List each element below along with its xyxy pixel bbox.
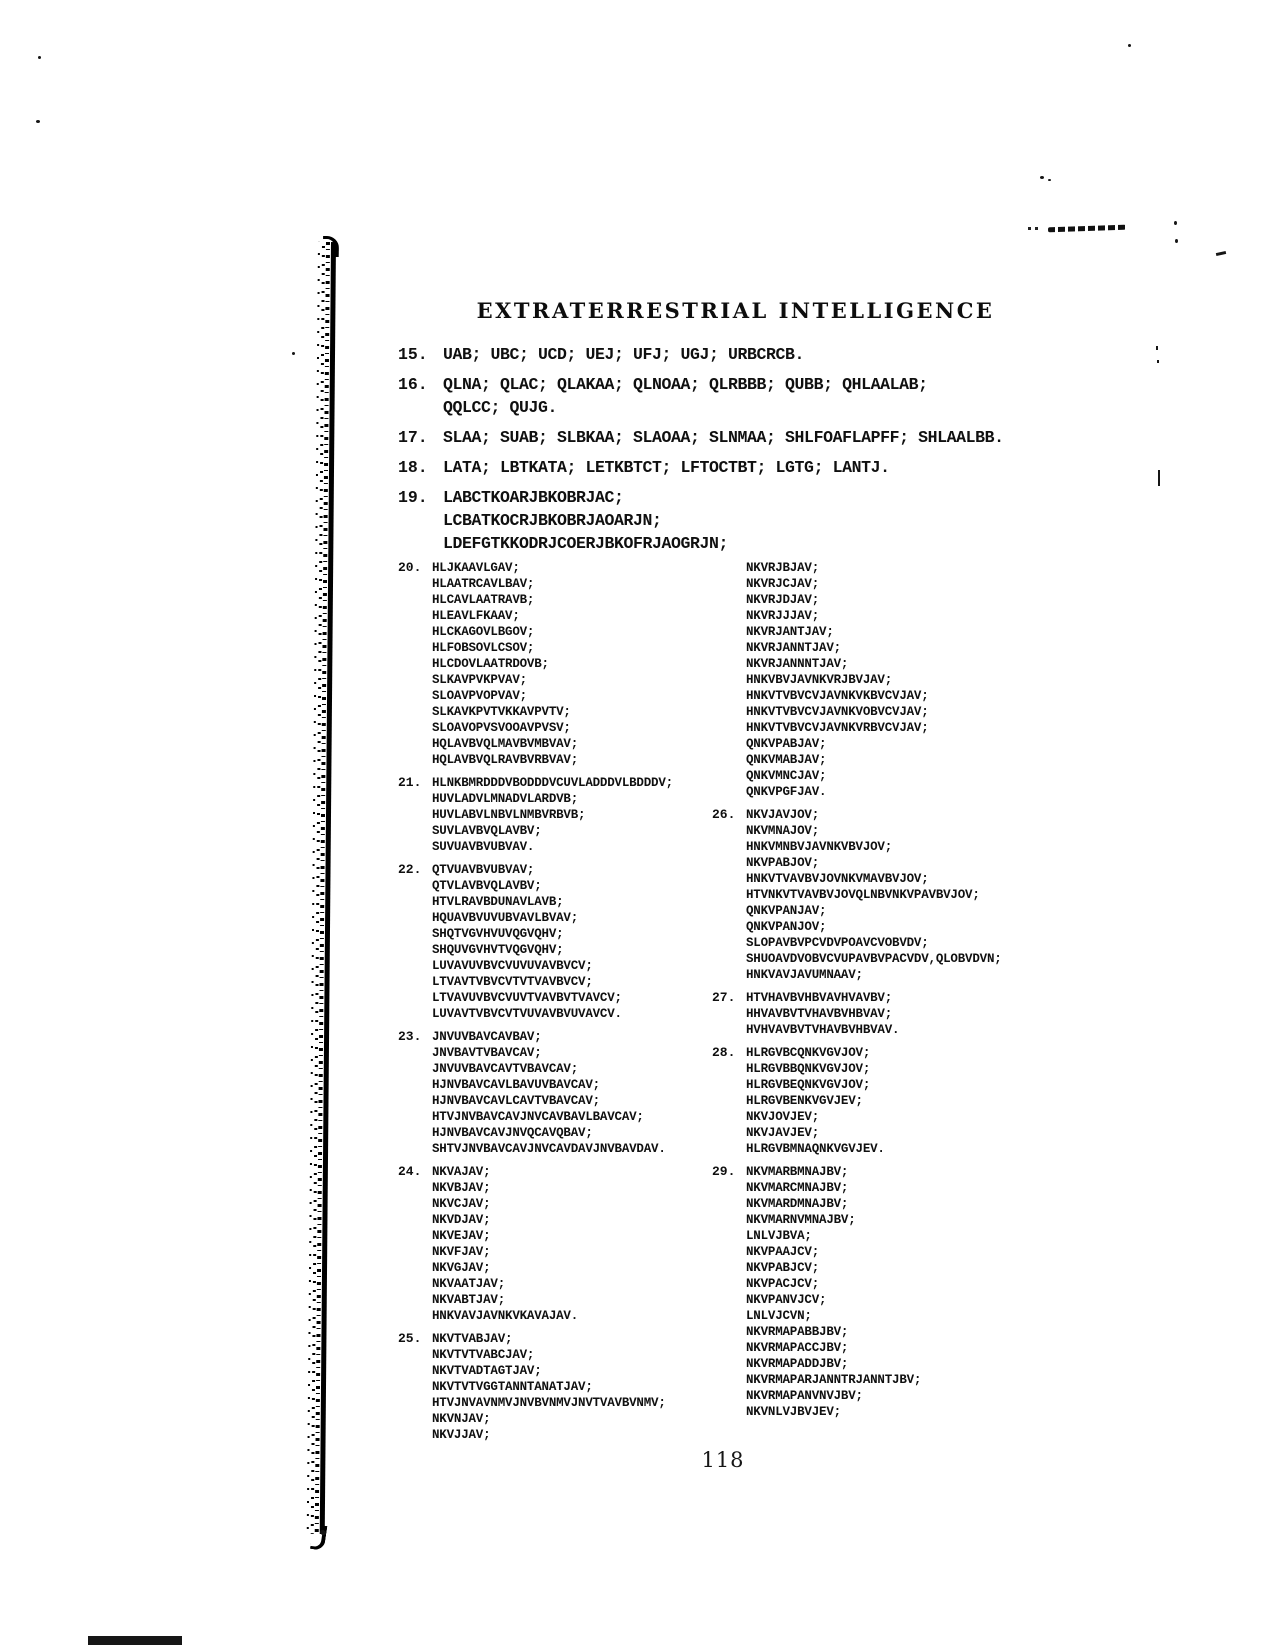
- code-line: NKVRMAPARJANNTRJANNTJBV;: [746, 1373, 922, 1387]
- code-line: HNKVTVAVBVJOVNKVMAVBVJOV;: [746, 872, 929, 886]
- item-group: [712, 990, 1152, 1038]
- code-line: QNKVPGFJAV.: [746, 785, 827, 799]
- item-group: [398, 1331, 708, 1443]
- code-line: SUVUAVBVUBVAV.: [432, 840, 535, 854]
- item-number: 20.: [398, 560, 422, 575]
- code-line: HJNVBAVCAVLBAVUVBAVCAV;: [432, 1078, 600, 1092]
- code-line: QNKVPANJAV;: [746, 904, 827, 918]
- code-line: NKVMARNVMNAJBV;: [746, 1213, 856, 1227]
- code-line: HTVJNVAVNMVJNVBVNMVJNVTVAVBVNMV;: [432, 1396, 666, 1410]
- code-line: NKVRJBJAV;: [746, 561, 820, 575]
- code-line: HTVNKVTVAVBVJOVQLNBVNKVPAVBVJOV;: [746, 888, 980, 902]
- code-line: HQLAVBVQLRAVBVRBVAV;: [432, 753, 579, 767]
- item-group: [398, 1029, 708, 1157]
- item-group: [398, 1164, 708, 1324]
- code-line: JNVBAVTVBAVCAV;: [432, 1046, 542, 1060]
- item-number: 27.: [712, 990, 736, 1005]
- code-line: HNKVTVBVCVJAVNKVOBVCVJAV;: [746, 705, 929, 719]
- item-group: [398, 486, 1198, 555]
- code-line: SLOPAVBVPCVDVPOAVCVOBVDV;: [746, 936, 929, 950]
- code-line: HVHVAVBVTVHAVBVHBVAV.: [746, 1023, 900, 1037]
- scan-artifact-dot: [1174, 221, 1177, 225]
- numbered-items-15-19: [398, 343, 1198, 562]
- item-group: [398, 373, 1198, 419]
- code-line: NKVPABJCV;: [746, 1261, 820, 1275]
- code-line: NKVMARDMNAJBV;: [746, 1197, 849, 1211]
- code-line: LUVAVUVBVCVUVUVAVBVCV;: [432, 959, 593, 973]
- item-number: 21.: [398, 775, 422, 790]
- code-line: LDEFGTKKODRJCOERJBKOFRJAOGRJN;: [443, 534, 729, 553]
- item-number: 18.: [398, 458, 428, 477]
- code-line: NKVMARCMNAJBV;: [746, 1181, 849, 1195]
- code-column-right: [712, 560, 1152, 1427]
- code-line: NKVTVABJAV;: [432, 1332, 513, 1346]
- code-line: SLKAVKPVTVKKAVPVTV;: [432, 705, 571, 719]
- item-number: 15.: [398, 345, 428, 364]
- code-line: NKVRJANTJAV;: [746, 625, 834, 639]
- code-line: QNKVMNCJAV;: [746, 769, 827, 783]
- code-line: LNLVJCVN;: [746, 1309, 812, 1323]
- item-lines: [432, 775, 673, 855]
- code-line: NKVRJANNNTJAV;: [746, 657, 849, 671]
- scan-artifact-smudge: [1048, 225, 1126, 233]
- code-line: HUVLABVLNBVLNMBVRBVB;: [432, 808, 586, 822]
- item-lines: [432, 1331, 666, 1443]
- code-line: LNLVJBVA;: [746, 1229, 812, 1243]
- code-line: NKVTVADTAGTJAV;: [432, 1364, 542, 1378]
- code-line: HTVLRAVBDUNAVLAVB;: [432, 895, 564, 909]
- scan-artifact-bar: [88, 1636, 182, 1645]
- item-lines: [746, 560, 929, 800]
- code-line: NKVTVTVGGTANNTANATJAV;: [432, 1380, 593, 1394]
- code-line: HLNKBMRDDDVBODDDVCUVLADDDVLBDDDV;: [432, 776, 673, 790]
- item-group: [398, 862, 708, 1022]
- code-line: SLAA; SUAB; SLBKAA; SLAOAA; SLNMAA; SHLFOAFLAPFF; SHLAALBB.: [443, 428, 1004, 447]
- code-line: HLAATRCAVLBAV;: [432, 577, 535, 591]
- code-line: NKVMNAJOV;: [746, 824, 820, 838]
- code-line: NKVTVTVABCJAV;: [432, 1348, 535, 1362]
- code-line: SLOAVPVOPVAV;: [432, 689, 527, 703]
- code-line: NKVJOVJEV;: [746, 1110, 820, 1124]
- code-line: NKVRJDJAV;: [746, 593, 820, 607]
- code-line: NKVPABJOV;: [746, 856, 820, 870]
- code-line: HTVJNVBAVCAVJNVCAVBAVLBAVCAV;: [432, 1110, 644, 1124]
- item-lines: [746, 807, 1002, 983]
- code-line: HNKVAVJAVUMNAAV;: [746, 968, 863, 982]
- item-lines: [443, 486, 728, 555]
- code-line: LABCTKOARJBKOBRJAC;: [443, 488, 624, 507]
- code-line: NKVRMAPABBJBV;: [746, 1325, 849, 1339]
- code-line: HLRGVBENKVGVJEV;: [746, 1094, 863, 1108]
- item-lines: [443, 343, 804, 366]
- code-line: HLEAVLFKAAV;: [432, 609, 520, 623]
- item-group: [398, 775, 708, 855]
- code-line: JNVUVBAVCAVBAV;: [432, 1030, 542, 1044]
- code-line: LTVAVUVBVCVUVTVAVBVTVAVCV;: [432, 991, 622, 1005]
- code-line: QTVLAVBVQLAVBV;: [432, 879, 542, 893]
- scan-artifact-dot: [38, 56, 41, 59]
- code-line: HQLAVBVQLMAVBVMBVAV;: [432, 737, 579, 751]
- code-line: SUVLAVBVQLAVBV;: [432, 824, 542, 838]
- code-line: JNVUVBAVCAVTVBAVCAV;: [432, 1062, 579, 1076]
- code-line: NKVRJCJAV;: [746, 577, 820, 591]
- code-line: HNKVBVJAVNKVRJBVJAV;: [746, 673, 893, 687]
- item-group: [398, 426, 1198, 449]
- code-line: QTVUAVBVUBVAV;: [432, 863, 535, 877]
- item-lines: [746, 990, 899, 1038]
- code-line: QQLCC; QUJG.: [443, 398, 558, 417]
- page-title: EXTRATERRESTRIAL INTELLIGENCE: [476, 298, 995, 323]
- item-group: [712, 1164, 1152, 1420]
- item-number: 22.: [398, 862, 422, 877]
- code-line: QNKVPANJOV;: [746, 920, 827, 934]
- code-line: HNKVAVJAVNKVKAVAJAV.: [432, 1309, 579, 1323]
- code-line: LUVAVTVBVCVTVUVAVBVUVAVCV.: [432, 1007, 622, 1021]
- code-line: NKVDJAV;: [432, 1213, 491, 1227]
- code-line: HNKVTVBVCVJAVNKVKBVCVJAV;: [746, 689, 929, 703]
- code-line: SLOAVOPVSVOOAVPVSV;: [432, 721, 571, 735]
- code-line: LTVAVTVBVCVTVTVAVBVCV;: [432, 975, 593, 989]
- code-line: HLRGVBCQNKVGVJOV;: [746, 1046, 871, 1060]
- scan-artifact-dot: [1048, 179, 1051, 181]
- code-line: NKVRMAPANVNVJBV;: [746, 1389, 863, 1403]
- code-line: HLRGVBEQNKVGVJOV;: [746, 1078, 871, 1092]
- item-lines: [432, 1029, 666, 1157]
- item-lines: [443, 426, 1004, 449]
- item-number: 23.: [398, 1029, 422, 1044]
- code-line: NKVGJAV;: [432, 1261, 491, 1275]
- scan-artifact-dot: [292, 352, 295, 355]
- scan-artifact-dash: [1216, 251, 1226, 256]
- code-line: NKVABTJAV;: [432, 1293, 506, 1307]
- code-line: HLRGVBBQNKVGVJOV;: [746, 1062, 871, 1076]
- scan-artifact-dot: [1040, 176, 1044, 179]
- code-line: NKVMARBMNAJBV;: [746, 1165, 849, 1179]
- code-line: NKVNLVJBVJEV;: [746, 1405, 841, 1419]
- scan-artifact-smudge: [1028, 227, 1040, 230]
- code-line: NKVBJAV;: [432, 1181, 491, 1195]
- item-number: 28.: [712, 1045, 736, 1060]
- scan-artifact-dot: [1128, 44, 1131, 47]
- code-line: HQUAVBVUVUBVAVLBVAV;: [432, 911, 579, 925]
- code-line: NKVJAVJOV;: [746, 808, 820, 822]
- item-number: 19.: [398, 488, 428, 507]
- book-binding-edge: [307, 242, 338, 1534]
- scan-artifact-dot: [1175, 239, 1178, 243]
- code-line: UAB; UBC; UCD; UEJ; UFJ; UGJ; URBCRCB.: [443, 345, 805, 364]
- item-number: 29.: [712, 1164, 736, 1179]
- code-line: NKVPANVJCV;: [746, 1293, 827, 1307]
- code-line: HJNVBAVCAVLCAVTVBAVCAV;: [432, 1094, 600, 1108]
- item-lines: [443, 456, 890, 479]
- code-line: NKVEJAV;: [432, 1229, 491, 1243]
- item-group: [712, 807, 1152, 983]
- code-line: HLCDOVLAATRDOVB;: [432, 657, 549, 671]
- code-line: NKVAATJAV;: [432, 1277, 506, 1291]
- item-group: [712, 1045, 1152, 1157]
- item-lines: [432, 862, 622, 1022]
- code-line: NKVPAAJCV;: [746, 1245, 820, 1259]
- code-line: NKVCJAV;: [432, 1197, 491, 1211]
- code-line: HUVLADVLMNADVLARDVB;: [432, 792, 579, 806]
- code-line: NKVRMAPADDJBV;: [746, 1357, 849, 1371]
- item-number: 26.: [712, 807, 736, 822]
- page-number: 118: [701, 1448, 745, 1472]
- code-line: NKVJAVJEV;: [746, 1126, 820, 1140]
- code-line: NKVNJAV;: [432, 1412, 491, 1426]
- code-line: SHQTVGVHVUVQGVQHV;: [432, 927, 564, 941]
- code-line: SLKAVPVKPVAV;: [432, 673, 527, 687]
- code-line: NKVAJAV;: [432, 1165, 491, 1179]
- code-line: NKVRMAPACCJBV;: [746, 1341, 849, 1355]
- code-line: LCBATKOCRJBKOBRJAOARJN;: [443, 511, 662, 530]
- code-line: QNKVPABJAV;: [746, 737, 827, 751]
- code-line: LATA; LBTKATA; LETKBTCT; LFTOCTBT; LGTG; LANTJ.: [443, 458, 890, 477]
- code-line: NKVRJANNTJAV;: [746, 641, 841, 655]
- code-line: HLCAVLAATRAVB;: [432, 593, 535, 607]
- item-number: 25.: [398, 1331, 422, 1346]
- code-line: NKVJJAV;: [432, 1428, 491, 1442]
- code-line: HNKVMNBVJAVNKVBVJOV;: [746, 840, 893, 854]
- item-lines: [443, 373, 928, 419]
- item-number: 24.: [398, 1164, 422, 1179]
- item-group: [398, 343, 1198, 366]
- item-number: 16.: [398, 375, 428, 394]
- item-lines: [746, 1164, 921, 1420]
- item-lines: [746, 1045, 885, 1157]
- code-line: HHVAVBVTVHAVBVHBVAV;: [746, 1007, 893, 1021]
- item-group: [712, 560, 1152, 800]
- item-number: 17.: [398, 428, 428, 447]
- code-line: HJNVBAVCAVJNVQCAVQBAV;: [432, 1126, 593, 1140]
- code-line: HTVHAVBVHBVAVHVAVBV;: [746, 991, 893, 1005]
- code-line: NKVPACJCV;: [746, 1277, 820, 1291]
- code-line: HLFOBSOVLCSOV;: [432, 641, 535, 655]
- code-line: QLNA; QLAC; QLAKAA; QLNOAA; QLRBBB; QUBB; QHLAALAB;: [443, 375, 928, 394]
- code-line: HLRGVBMNAQNKVGVJEV.: [746, 1142, 885, 1156]
- scan-artifact-dot: [36, 120, 40, 123]
- code-line: HLJKAAVLGAV;: [432, 561, 520, 575]
- code-line: NKVRJJJAV;: [746, 609, 820, 623]
- item-lines: [432, 560, 578, 768]
- code-line: SHQUVGVHVTVQGVQHV;: [432, 943, 564, 957]
- code-column-left: [398, 560, 708, 1450]
- code-line: SHUOAVDVOBVCVUPAVBVPACVDV,QLOBVDVN;: [746, 952, 1002, 966]
- item-group: [398, 560, 708, 768]
- code-line: QNKVMABJAV;: [746, 753, 827, 767]
- code-line: SHTVJNVBAVCAVJNVCAVDAVJNVBAVDAV.: [432, 1142, 666, 1156]
- item-group: [398, 456, 1198, 479]
- code-line: HNKVTVBVCVJAVNKVRBVCVJAV;: [746, 721, 929, 735]
- code-line: HLCKAGOVLBGOV;: [432, 625, 535, 639]
- code-line: NKVFJAV;: [432, 1245, 491, 1259]
- item-lines: [432, 1164, 578, 1324]
